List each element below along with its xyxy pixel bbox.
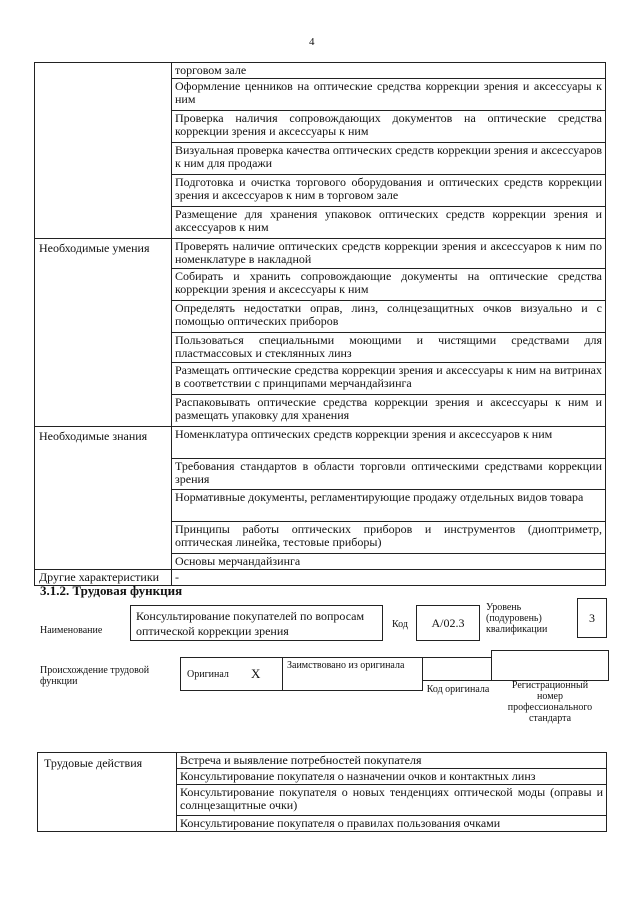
other-value: - [172, 570, 606, 586]
function-name: Консультирование покупателей по вопросам оптической коррекции зрения [136, 609, 365, 638]
skill-row: Пользоваться специальными моющими и чистящими средствами для пластмассовых и стеклянных линз [172, 333, 606, 363]
original-label: Оригинал [187, 669, 229, 680]
action-row: Оформление ценников на оптические средства коррекции зрения и аксессуары к ним [172, 79, 606, 111]
knowledge-row: Основы мерчандайзинга [172, 554, 606, 570]
code-label: Код [392, 619, 408, 630]
skill-row: Распаковывать оптические средства коррекции зрения и аксессуары к ним и размещать упаковку для хранения [172, 395, 606, 427]
skills-label: Необходимые умения [35, 239, 172, 427]
competency-table [34, 62, 606, 586]
action-row: Проверка наличия сопровождающих документов на оптические средства коррекции зрения и аксессуары к ним [172, 111, 606, 143]
labor-actions-label: Трудовые действия [38, 753, 177, 832]
borrowed-label: Заимствовано из оригинала [287, 660, 405, 671]
level-label: Уровень (подуровень) квалификации [486, 602, 548, 635]
original-cell [180, 657, 283, 691]
original-mark: X [251, 666, 261, 681]
level-value: 3 [589, 611, 595, 625]
labor-actions-table [37, 752, 607, 832]
skill-row: Определять недостатки оправ, линз, солнцезащитных очков визуально и с помощью оптических приборов [172, 301, 606, 333]
function-name-box [130, 605, 383, 641]
labor-action-row: Консультирование покупателя о новых тенденциях оптической моды (оправы и солнцезащитные очки) [177, 785, 607, 816]
page-number: 4 [309, 36, 315, 48]
name-label: Наименование [40, 625, 103, 636]
code-original-box [422, 657, 492, 681]
reg-number-label: Регистрационный номер профессионального стандарта [507, 680, 593, 724]
action-row: Размещение для хранения упаковок оптических средств коррекции зрения и аксессуаров к ним [172, 207, 606, 239]
skill-row: Размещать оптические средства коррекции зрения и аксессуары к ним на витринах в соответствии с принципами мерчандайзинга [172, 363, 606, 395]
skill-row: Собирать и хранить сопровождающие документы на оптические средства коррекции зрения и аксессуары к ним [172, 269, 606, 301]
other-label: Другие характеристики [35, 570, 172, 586]
code-original-label: Код оригинала [426, 684, 490, 695]
knowledge-row: Номенклатура оптических средств коррекции зрения и аксессуаров к ним [172, 427, 606, 459]
action-row: Подготовка и очистка торгового оборудования и оптических средств коррекции зрения и аксессуаров к ним в торговом зале [172, 175, 606, 207]
labor-action-row: Консультирование покупателя о правилах пользования очками [177, 816, 607, 832]
origin-label: Происхождение трудовой функции [40, 665, 150, 687]
action-row: торговом зале [172, 63, 606, 79]
borrowed-cell [282, 657, 423, 691]
labor-action-row: Консультирование покупателя о назначении очков и контактных линз [177, 769, 607, 785]
level-box [577, 598, 607, 638]
code-box [416, 605, 480, 641]
action-row: Визуальная проверка качества оптических средств коррекции зрения и аксессуаров к ним для продажи [172, 143, 606, 175]
knowledge-row: Нормативные документы, регламентирующие продажу отдельных видов товара [172, 490, 606, 522]
section-heading: 3.1.2. Трудовая функция [40, 583, 183, 598]
knowledge-row: Требования стандартов в области торговли оптическими средствами коррекции зрения [172, 459, 606, 490]
knowledge-label: Необходимые знания [35, 427, 172, 570]
skill-row: Проверять наличие оптических средств коррекции зрения и аксессуаров к ним по номенклатуре в накладной [172, 239, 606, 269]
code-value: A/02.3 [431, 616, 465, 630]
reg-number-box [491, 650, 609, 681]
labor-action-row: Встреча и выявление потребностей покупателя [177, 753, 607, 769]
actions-continued-label-cell [35, 63, 172, 239]
knowledge-row: Принципы работы оптических приборов и инструментов (диоптриметр, оптическая линейка, тестовые приборы) [172, 522, 606, 554]
